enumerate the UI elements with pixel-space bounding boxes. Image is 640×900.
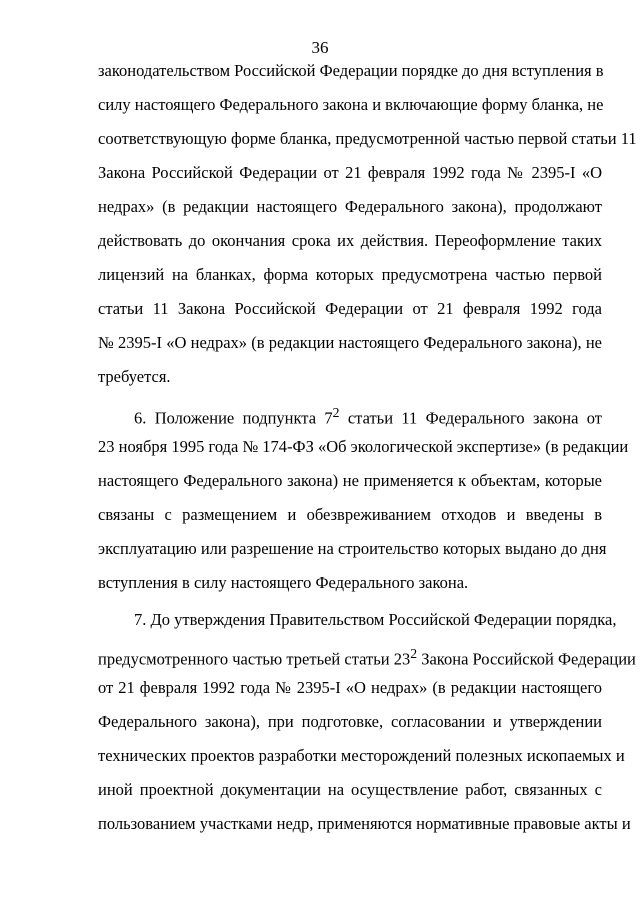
text-line: Закона Российской Федерации от 21 февраля 1992 года № 2395-I «О (98, 163, 602, 182)
page-number: 36 (311, 38, 329, 57)
text-line: требуется. (98, 367, 171, 386)
text-line: недрах» (в редакции настоящего Федерального закона), продолжают (98, 197, 602, 216)
text-line: пользованием участками недр, применяются нормативные правовые акты и (98, 814, 631, 833)
text-fragment: Закона Российской Федерации (417, 649, 636, 669)
text-line: Федерального закона), при подготовке, согласовании и утверждении (98, 712, 602, 731)
superscript: 2 (332, 405, 340, 420)
text-line (98, 643, 636, 677)
text-line: 7. До утверждения Правительством Российской Федерации порядка, (134, 610, 617, 629)
text-line: связаны с размещением и обезвреживанием отходов и введены в (98, 505, 602, 524)
text-line: 23 ноября 1995 года № 174-ФЗ «Об экологической экспертизе» (в редакции (98, 437, 629, 456)
paragraph-7 (98, 609, 636, 847)
text-line: силу настоящего Федерального закона и включающие форму бланка, не (98, 95, 604, 114)
text-line: № 2395-I «О недрах» (в редакции настоящего Федерального закона), не (98, 333, 602, 352)
text-fragment: статьи 11 Федерального закона от (339, 408, 602, 428)
paragraph-continuation (98, 60, 637, 400)
text-line: иной проектной документации на осуществление работ, связанных с (98, 780, 602, 799)
paragraph-6 (98, 402, 629, 606)
text-line: законодательством Российской Федерации порядке до дня вступления в (98, 61, 604, 80)
text-line: от 21 февраля 1992 года № 2395-I «О недрах» (в редакции настоящего (98, 678, 602, 697)
text-line: действовать до окончания срока их действия. Переоформление таких (98, 231, 602, 250)
text-line: лицензий на бланках, форма которых предусмотрена частью первой (98, 265, 602, 284)
text-line: технических проектов разработки месторождений полезных ископаемых и (98, 746, 625, 765)
text-line: настоящего Федерального закона) не применяется к объектам, которые (98, 471, 602, 490)
text-line: вступления в силу настоящего Федерального закона. (98, 573, 469, 592)
text-line: соответствующую форме бланка, предусмотренной частью первой статьи 11 (98, 129, 637, 148)
text-fragment: 6. Положение подпункта 7 (134, 408, 333, 428)
text-line: эксплуатацию или разрешение на строительство которых выдано до дня (98, 539, 607, 558)
text-line (98, 402, 602, 436)
text-line: статьи 11 Закона Российской Федерации от 21 февраля 1992 года (98, 299, 602, 318)
superscript: 2 (410, 646, 418, 661)
text-fragment: предусмотренного частью третьей статьи 23 (98, 649, 411, 669)
